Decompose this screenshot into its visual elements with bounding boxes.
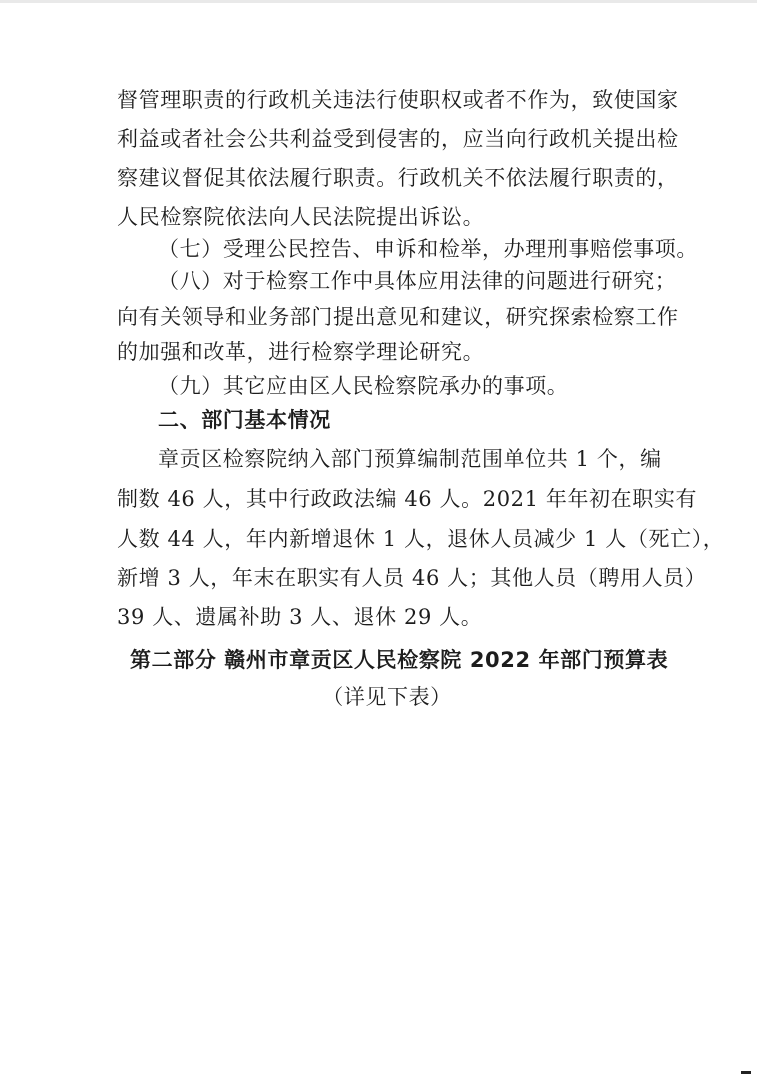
paragraph-line: 督管理职责的行政机关违法行使职权或者不作为，致使国家 — [117, 88, 679, 112]
part-two-heading: 第二部分 赣州市章贡区人民检察院 2022 年部门预算表 — [130, 648, 669, 672]
paragraph-line: 的加强和改革，进行检察学理论研究。 — [117, 340, 485, 364]
scan-top-edge — [0, 0, 757, 3]
section-heading: 二、部门基本情况 — [158, 408, 331, 432]
paragraph-line: 人数 44 人，年内新增退休 1 人，退休人员减少 1 人（死亡）， — [117, 527, 725, 551]
paragraph-item-8: （八）对于检察工作中具体应用法律的问题进行研究； — [158, 269, 677, 293]
paragraph-line: 人民检察院依法向人民法院提出诉讼。 — [117, 205, 485, 229]
paragraph-line: 察建议督促其依法履行职责。行政机关不依法履行职责的， — [117, 166, 679, 190]
paragraph-item-7: （七）受理公民控告、申诉和检举，办理刑事赔偿事项。 — [158, 237, 698, 261]
paragraph-line: 章贡区检察院纳入部门预算编制范围单位共 1 个，编 — [158, 447, 662, 471]
paragraph-line: 新增 3 人，年末在职实有人员 46 人；其他人员（聘用人员） — [117, 566, 707, 590]
paragraph-line: 利益或者社会公共利益受到侵害的，应当向行政机关提出检 — [117, 127, 679, 151]
see-table-note: （详见下表） — [322, 685, 452, 709]
paragraph-item-9: （九）其它应由区人民检察院承办的事项。 — [158, 374, 569, 398]
scan-corner-mark — [741, 1071, 751, 1074]
paragraph-line: 39 人、遗属补助 3 人、退休 29 人。 — [117, 605, 483, 629]
paragraph-line: 制数 46 人，其中行政政法编 46 人。2021 年年初在职实有 — [117, 487, 698, 511]
paragraph-line: 向有关领导和业务部门提出意见和建议，研究探索检察工作 — [117, 305, 679, 329]
